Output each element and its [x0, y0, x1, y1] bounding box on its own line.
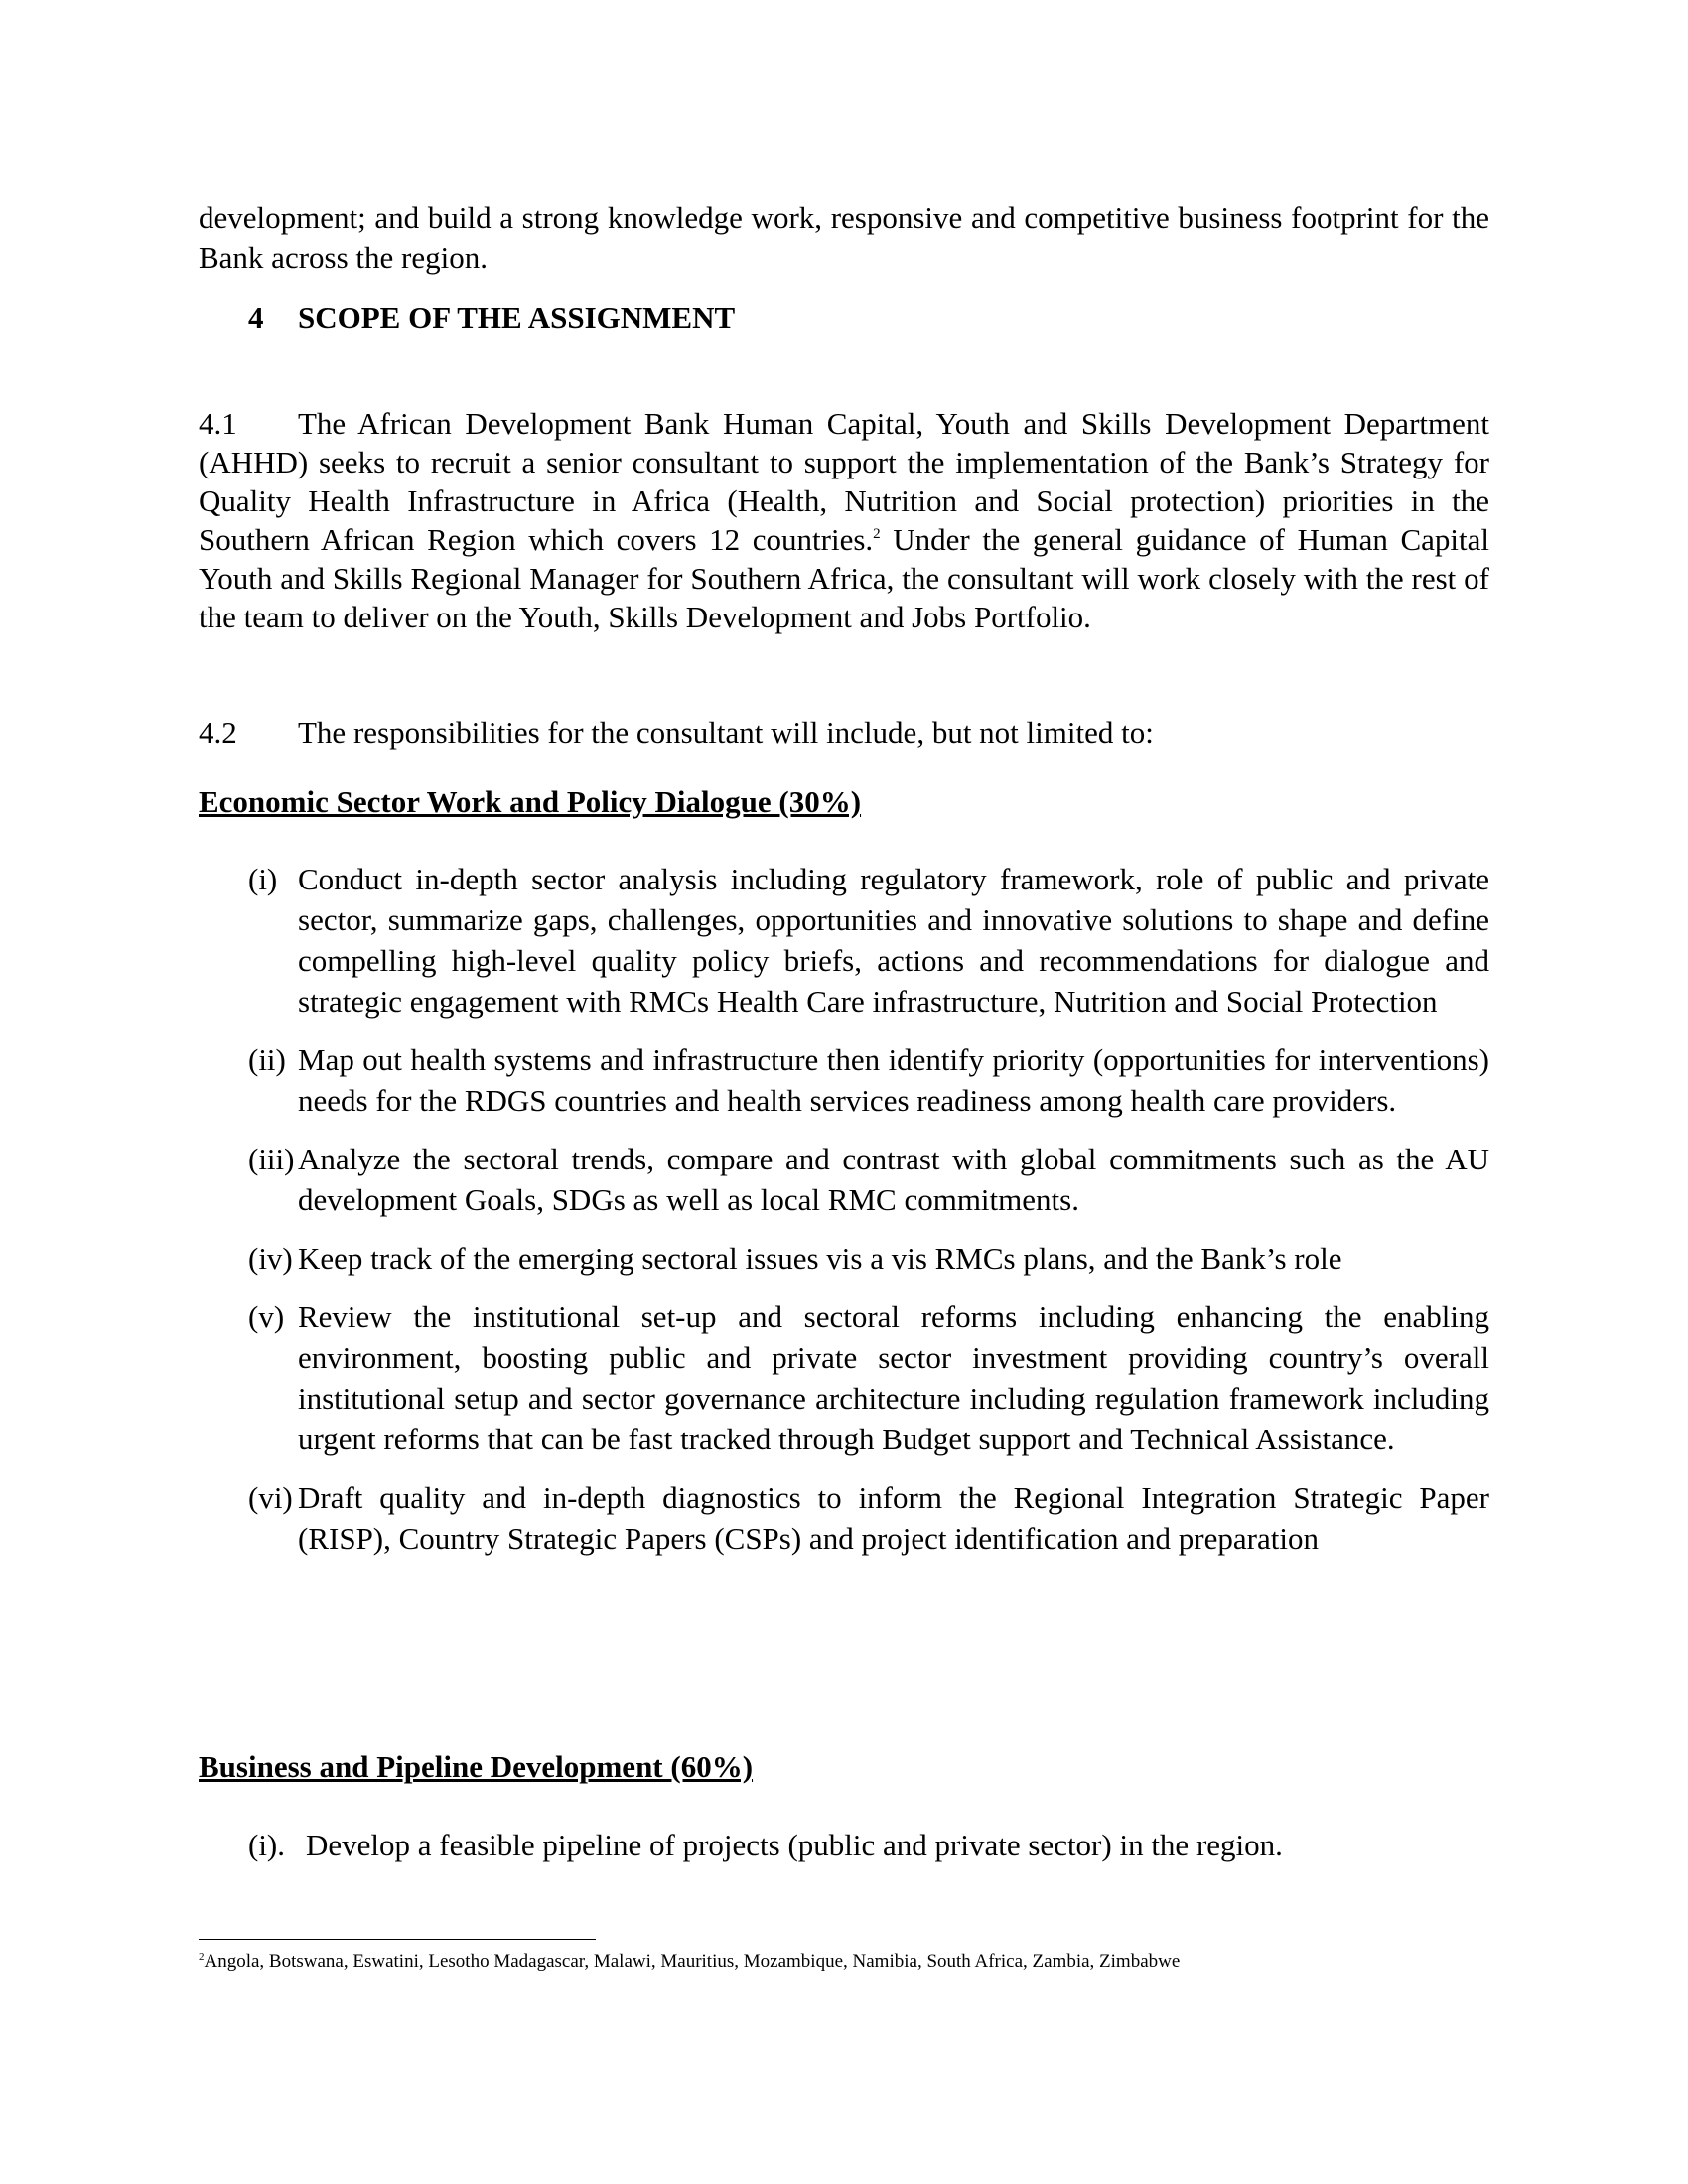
list-marker: (vi) [248, 1480, 293, 1515]
list-item-text: Analyze the sectoral trends, compare and contrast with global commitments such as the AU development Goals, SDGs as well as local RMC commitments. [298, 1142, 1489, 1217]
footnote-text: Angola, Botswana, Eswatini, Lesotho Madagascar, Malawi, Mauritius, Mozambique, Namibia, South Africa, Zambia, Zimbabwe [204, 1951, 1181, 1972]
paragraph-text-b: Under the general guidance of Human Capital Youth and Skills Regional Manager for Southern Africa, the consultant will work closely with the rest of the team to deliver on the Youth, Skills Development and Jobs Portfolio. [199, 522, 1489, 634]
list-marker: (i). [248, 1828, 286, 1862]
footnote [199, 1950, 1489, 1975]
paragraph-text-a: The African Development Bank Human Capital, Youth and Skills Development Department (AHHD) seeks to recruit a senior consultant to support the implementation of the Bank’s Strategy for Quality Health Infrastructure in Africa (Health, Nutrition and Social protection) priorities in the Southern African Region which covers 12 countries. [199, 406, 1489, 557]
list-marker: (iv) [248, 1241, 293, 1276]
paragraph-number: 4.1 [199, 406, 237, 441]
paragraph-text: The responsibilities for the consultant will include, but not limited to: [298, 715, 1154, 750]
list-item-text: Develop a feasible pipeline of projects (public and private sector) in the region. [306, 1828, 1283, 1862]
intro-paragraph: development; and build a strong knowledge work, responsive and competitive business footprint for the Bank across the region. [199, 201, 1489, 276]
economic-sector-heading: Economic Sector Work and Policy Dialogue (30%) [199, 784, 862, 819]
list-item [248, 1297, 1489, 1459]
economic-sector-list [248, 859, 1489, 1576]
paragraph-4-2 [199, 713, 1489, 752]
list-item [248, 859, 1489, 1022]
list-item [248, 1825, 1489, 1865]
business-pipeline-heading: Business and Pipeline Development (60%) [199, 1749, 754, 1784]
list-item-text: Map out health systems and infrastructure then identify priority (opportunities for interventions) needs for the RDGS countries and health services readiness among health care providers. [298, 1042, 1489, 1118]
footnote-divider [199, 1939, 596, 1940]
document-page [199, 0, 1489, 2184]
footnote-reference[interactable]: 2 [873, 526, 881, 542]
list-marker: (i) [248, 862, 278, 896]
footnote-number: 2 [199, 1951, 205, 1963]
list-item-text: Draft quality and in-depth diagnostics to inform the Regional Integration Strategic Paper (RISP), Country Strategic Papers (CSPs) and project identification and preparation [298, 1480, 1489, 1556]
list-item [248, 1238, 1489, 1279]
list-item [248, 1039, 1489, 1121]
list-marker: (iii) [248, 1142, 295, 1176]
list-item-text: Keep track of the emerging sectoral issues vis a vis RMCs plans, and the Bank’s role [298, 1241, 1342, 1276]
list-item-text: Conduct in-depth sector analysis including regulatory framework, role of public and private sector, summarize gaps, challenges, opportunities and innovative solutions to shape and define compelling high-level quality policy briefs, actions and recommendations for dialogue and strategic engagement with RMCs Health Care infrastructure, Nutrition and Social Protection [298, 862, 1489, 1019]
paragraph-4-1 [199, 404, 1489, 636]
list-marker: (ii) [248, 1042, 286, 1077]
section-heading [248, 300, 735, 336]
business-pipeline-list [248, 1825, 1489, 1883]
section-number: 4 [248, 300, 264, 335]
list-item [248, 1477, 1489, 1559]
list-item-text: Review the institutional set-up and sectoral reforms including enhancing the enabling environment, boosting public and private sector investment providing country’s overall institutional setup and sector governance architecture including regulation framework including urgent reforms that can be fast tracked through Budget support and Technical Assistance. [298, 1299, 1489, 1456]
section-title: SCOPE OF THE ASSIGNMENT [298, 300, 736, 335]
list-item [248, 1139, 1489, 1220]
list-marker: (v) [248, 1299, 285, 1334]
paragraph-number: 4.2 [199, 715, 237, 750]
